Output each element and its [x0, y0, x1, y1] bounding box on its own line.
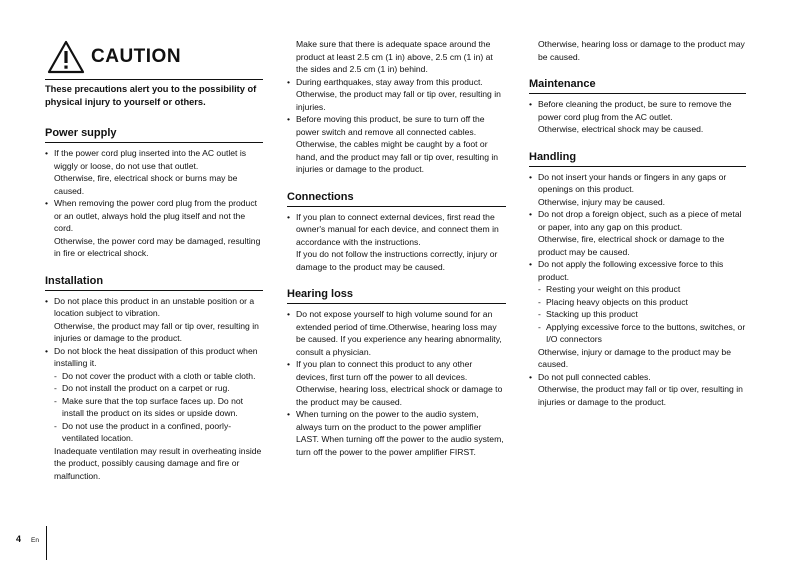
- footer-divider: [46, 526, 47, 560]
- section-divider: [287, 303, 506, 304]
- caution-title: CAUTION: [91, 46, 182, 67]
- sub-item: - Resting your weight on this product: [538, 283, 746, 296]
- caution-header: [45, 38, 263, 76]
- caution-divider: [45, 79, 263, 80]
- section-divider: [45, 290, 263, 291]
- section-title: Connections: [287, 190, 354, 203]
- list-item: • When removing the power cord plug from the product or an outlet, always hold the plug itself and not the cord. Otherwise, the power cord may be damaged, resulting in fire or electrical shock.: [45, 197, 263, 260]
- list-item: • Do not drop a foreign object, such as a piece of metal or paper, into any gap on this product. Otherwise, fire, electrical shock or damage to the product may be caused.: [529, 208, 746, 258]
- sub-item: - Applying excessive force to the buttons, switches, or I/O connectors: [538, 321, 746, 346]
- section-divider: [529, 166, 746, 167]
- section-title: Installation: [45, 274, 104, 287]
- column-left: [45, 38, 263, 482]
- warning-triangle-icon: [47, 40, 85, 74]
- list-item: • Do not pull connected cables. Otherwise, the product may fall or tip over, resulting in injuries or damage to the product.: [529, 371, 746, 409]
- page-footer: [16, 534, 39, 544]
- section-divider: [529, 93, 746, 94]
- list-item: • Before moving this product, be sure to turn off the power switch and remove all connected cables. Otherwise, the cables might be caught by a foot or hand, and the product may fall or tip over, resulting in injuries or damage to the product.: [287, 113, 506, 176]
- sub-item: - Do not install the product on a carpet or rug.: [54, 382, 263, 395]
- column-middle: [287, 38, 506, 458]
- list-item: • Do not block the heat dissipation of this product when installing it. - Do not cover the product with a cloth or table cloth. - Do not install the product on a carpet or rug. - Make sure that the top surface faces up. Do not install the product on its sides or upside down. - Do not use the product in a confined, poorly-ventilated location. Inadequate ventilation may result in overheating inside the product, possibly causing damage and fire or malfunction.: [45, 345, 263, 483]
- list-item: • During earthquakes, stay away from this product. Otherwise, the product may fall or tip over, resulting in injuries.: [287, 76, 506, 114]
- list-item: • Do not apply the following excessive force to this product. - Resting your weight on this product - Placing heavy objects on this product - Stacking up this product - Applying excessive force to the buttons, switches, or I/O connectors Otherwise, injury or damage to the product may be caused.: [529, 258, 746, 371]
- section-handling: [529, 150, 746, 409]
- list-item: • Do not expose yourself to high volume sound for an extended period of time.Otherwise, hearing loss may be caused. If you experience any hearing abnormality, consult a physician.: [287, 308, 506, 358]
- caution-intro: These precautions alert you to the possibility of physical injury to yourself or others.: [45, 84, 257, 107]
- list-item: • Do not place this product in an unstable position or a location subject to vibration. Otherwise, the product may fall or tip over, resulting in injuries or damage to the product.: [45, 295, 263, 345]
- sub-item: - Make sure that the top surface faces up. Do not install the product on its sides or upside down.: [54, 395, 263, 420]
- list-item: • If you plan to connect external devices, first read the owner's manual for each device, and connect them in accordance with the instructions. If you do not follow the instructions correctly, injury or damage to the product may be caused.: [287, 211, 506, 274]
- section-divider: [45, 142, 263, 143]
- sub-item: - Do not cover the product with a cloth or table cloth.: [54, 370, 263, 383]
- page-number: 4: [16, 534, 22, 544]
- list-item: • Do not insert your hands or fingers in any gaps or openings on this product. Otherwise, injury may be caused.: [529, 171, 746, 209]
- section-installation: [45, 274, 263, 483]
- list-item: • When turning on the power to the audio system, always turn on the product to the power amplifier LAST. When turning off the power to the audio system, turn off the power to the power amplifier FIRST.: [287, 408, 506, 458]
- section-connections: [287, 190, 506, 274]
- list-item: • If you plan to connect this product to any other devices, first turn off the power to all devices. Otherwise, hearing loss, electrical shock or damage to the product may be caused.: [287, 358, 506, 408]
- section-title: Hearing loss: [287, 288, 354, 300]
- sub-item: - Stacking up this product: [538, 308, 746, 321]
- list-item: • If the power cord plug inserted into the AC outlet is wiggly or loose, do not use that outlet. Otherwise, fire, electrical shock or burns may be caused.: [45, 147, 263, 197]
- section-divider: [287, 206, 506, 207]
- continued-text: Otherwise, hearing loss or damage to the product may be caused.: [538, 39, 745, 62]
- sub-item: - Do not use the product in a confined, poorly-ventilated location.: [54, 420, 263, 445]
- list-item: • Before cleaning the product, be sure to remove the power cord plug from the AC outlet. Otherwise, electrical shock may be caused.: [529, 98, 746, 136]
- section-title: Maintenance: [529, 78, 596, 90]
- section-power-supply: [45, 126, 263, 260]
- section-title: Power supply: [45, 127, 117, 139]
- section-maintenance: [529, 77, 746, 136]
- section-title: Handling: [529, 150, 577, 163]
- continued-text: Make sure that there is adequate space around the product at least 2.5 cm (1 in) above, 2.5 cm (1 in) at the sides and 2.5 cm (1 in) behind.: [296, 39, 493, 74]
- sub-item: - Placing heavy objects on this product: [538, 296, 746, 309]
- column-right: [529, 38, 746, 408]
- language-code: En: [31, 537, 39, 544]
- section-hearing-loss: [287, 287, 506, 458]
